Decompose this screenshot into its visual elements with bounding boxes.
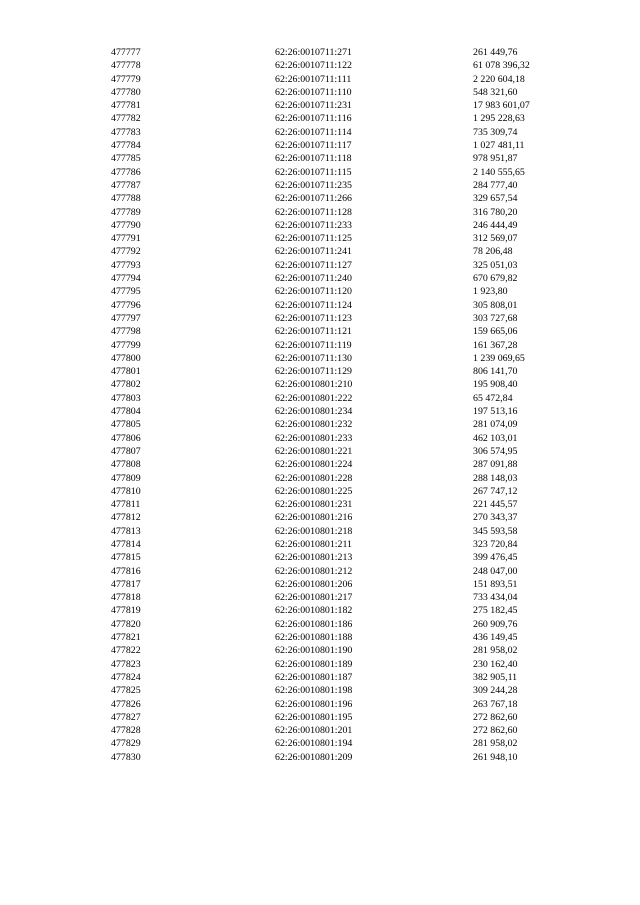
cadastral-number-cell: 62:26:0010711:117: [275, 140, 352, 152]
cadastral-value-cell: 275 182,45: [473, 605, 518, 617]
cadastral-number-cell: 62:26:0010801:209: [275, 751, 353, 763]
table-row: [111, 378, 563, 391]
cadastral-number-cell: 62:26:0010801:194: [275, 738, 353, 750]
row-number-cell: 477817: [111, 578, 141, 590]
table-row: [111, 538, 563, 551]
row-number-cell: 477778: [111, 60, 141, 72]
row-number-cell: 477818: [111, 592, 141, 604]
cadastral-value-cell: 329 657,54: [473, 193, 518, 205]
cadastral-value-cell: 1 239 069,65: [473, 352, 525, 364]
cadastral-value-cell: 548 321,60: [473, 86, 518, 98]
table-row: [111, 644, 563, 657]
table-row: [111, 99, 563, 112]
cadastral-number-cell: 62:26:0010801:221: [275, 445, 353, 457]
cadastral-value-cell: 270 343,37: [473, 512, 518, 524]
cadastral-number-cell: 62:26:0010801:224: [275, 459, 353, 471]
row-number-cell: 477784: [111, 140, 141, 152]
row-number-cell: 477813: [111, 525, 141, 537]
table-row: [111, 498, 563, 511]
cadastral-value-cell: 733 434,04: [473, 592, 518, 604]
table-row: [111, 472, 563, 485]
cadastral-value-cell: 230 162,40: [473, 658, 518, 670]
table-row: [111, 232, 563, 245]
cadastral-value-cell: 272 862,60: [473, 711, 518, 723]
row-number-cell: 477802: [111, 379, 141, 391]
table-row: [111, 418, 563, 431]
cadastral-number-cell: 62:26:0010711:121: [275, 326, 352, 338]
table-row: [111, 392, 563, 405]
cadastral-value-cell: 151 893,51: [473, 578, 518, 590]
cadastral-number-cell: 62:26:0010801:211: [275, 538, 352, 550]
cadastral-number-cell: 62:26:0010801:213: [275, 552, 353, 564]
table-row: [111, 152, 563, 165]
cadastral-number-cell: 62:26:0010801:232: [275, 419, 353, 431]
cadastral-value-cell: 78 206,48: [473, 246, 513, 258]
table-row: [111, 272, 563, 285]
table-row: [111, 724, 563, 737]
table-row: [111, 285, 563, 298]
cadastral-number-cell: 62:26:0010801:187: [275, 671, 353, 683]
table-row: [111, 299, 563, 312]
cadastral-number-cell: 62:26:0010801:212: [275, 565, 353, 577]
cadastral-number-cell: 62:26:0010801:222: [275, 392, 353, 404]
table-row: [111, 458, 563, 471]
row-number-cell: 477803: [111, 392, 141, 404]
table-row: [111, 751, 563, 764]
cadastral-value-cell: 2 140 555,65: [473, 166, 525, 178]
cadastral-number-cell: 62:26:0010711:127: [275, 259, 352, 271]
row-number-cell: 477822: [111, 645, 141, 657]
cadastral-value-cell: 161 367,28: [473, 339, 518, 351]
table-row: [111, 86, 563, 99]
cadastral-number-cell: 62:26:0010711:116: [275, 113, 352, 125]
cadastral-value-cell: 1 295 228,63: [473, 113, 525, 125]
cadastral-number-cell: 62:26:0010801:216: [275, 512, 353, 524]
table-row: [111, 139, 563, 152]
cadastral-number-cell: 62:26:0010711:241: [275, 246, 352, 258]
table-row: [111, 46, 563, 59]
row-number-cell: 477785: [111, 153, 141, 165]
table-row: [111, 565, 563, 578]
row-number-cell: 477779: [111, 73, 141, 85]
table-row: [111, 684, 563, 697]
row-number-cell: 477824: [111, 671, 141, 683]
row-number-cell: 477787: [111, 179, 141, 191]
cadastral-number-cell: 62:26:0010801:210: [275, 379, 353, 391]
table-row: [111, 352, 563, 365]
cadastral-value-cell: 382 905,11: [473, 671, 518, 683]
table-row: [111, 658, 563, 671]
cadastral-value-cell: 2 220 604,18: [473, 73, 525, 85]
table-row: [111, 59, 563, 72]
cadastral-value-cell: 323 720,84: [473, 538, 518, 550]
cadastral-value-cell: 284 777,40: [473, 179, 518, 191]
table-row: [111, 192, 563, 205]
table-row: [111, 445, 563, 458]
cadastral-number-cell: 62:26:0010711:115: [275, 166, 352, 178]
table-row: [111, 365, 563, 378]
cadastral-value-cell: 806 141,70: [473, 366, 518, 378]
row-number-cell: 477783: [111, 126, 141, 138]
cadastral-number-cell: 62:26:0010801:195: [275, 711, 353, 723]
table-row: [111, 618, 563, 631]
cadastral-number-cell: 62:26:0010801:189: [275, 658, 353, 670]
table-row: [111, 485, 563, 498]
table-row: [111, 179, 563, 192]
table-row: [111, 339, 563, 352]
row-number-cell: 477828: [111, 725, 141, 737]
row-number-cell: 477821: [111, 632, 141, 644]
cadastral-value-cell: 61 078 396,32: [473, 60, 530, 72]
table-row: [111, 405, 563, 418]
row-number-cell: 477800: [111, 352, 141, 364]
cadastral-value-cell: 306 574,95: [473, 445, 518, 457]
cadastral-value-cell: 1 027 481,11: [473, 140, 525, 152]
cadastral-value-cell: 345 593,58: [473, 525, 518, 537]
table-row: [111, 604, 563, 617]
cadastral-value-cell: 281 958,02: [473, 645, 518, 657]
row-number-cell: 477789: [111, 206, 141, 218]
cadastral-number-cell: 62:26:0010711:110: [275, 86, 352, 98]
row-number-cell: 477814: [111, 538, 141, 550]
row-number-cell: 477801: [111, 366, 141, 378]
table-row: [111, 578, 563, 591]
table-row: [111, 432, 563, 445]
row-number-cell: 477809: [111, 472, 141, 484]
row-number-cell: 477777: [111, 47, 141, 58]
row-number-cell: 477786: [111, 166, 141, 178]
table-row: [111, 312, 563, 325]
cadastral-number-cell: 62:26:0010801:225: [275, 485, 353, 497]
cadastral-value-table: [111, 46, 563, 764]
cadastral-number-cell: 62:26:0010711:114: [275, 126, 352, 138]
table-row: [111, 245, 563, 258]
cadastral-value-cell: 281 958,02: [473, 738, 518, 750]
cadastral-value-cell: 248 047,00: [473, 565, 518, 577]
cadastral-number-cell: 62:26:0010711:125: [275, 233, 352, 245]
cadastral-number-cell: 62:26:0010801:228: [275, 472, 353, 484]
table-row: [111, 206, 563, 219]
cadastral-number-cell: 62:26:0010801:182: [275, 605, 353, 617]
cadastral-number-cell: 62:26:0010711:122: [275, 60, 352, 72]
table-row: [111, 551, 563, 564]
cadastral-number-cell: 62:26:0010711:235: [275, 179, 352, 191]
cadastral-value-cell: 287 091,88: [473, 459, 518, 471]
row-number-cell: 477794: [111, 273, 141, 285]
table-row: [111, 166, 563, 179]
row-number-cell: 477806: [111, 432, 141, 444]
row-number-cell: 477807: [111, 445, 141, 457]
row-number-cell: 477816: [111, 565, 141, 577]
cadastral-value-cell: 436 149,45: [473, 632, 518, 644]
row-number-cell: 477827: [111, 711, 141, 723]
cadastral-number-cell: 62:26:0010711:120: [275, 286, 352, 298]
cadastral-value-cell: 197 513,16: [473, 406, 518, 418]
cadastral-value-cell: 159 665,06: [473, 326, 518, 338]
row-number-cell: 477790: [111, 219, 141, 231]
row-number-cell: 477820: [111, 618, 141, 630]
table-row: [111, 525, 563, 538]
row-number-cell: 477815: [111, 552, 141, 564]
table-row: [111, 698, 563, 711]
cadastral-number-cell: 62:26:0010801:201: [275, 725, 353, 737]
cadastral-value-cell: 260 909,76: [473, 618, 518, 630]
cadastral-number-cell: 62:26:0010801:217: [275, 592, 353, 604]
table-row: [111, 631, 563, 644]
row-number-cell: 477781: [111, 100, 141, 112]
cadastral-number-cell: 62:26:0010711:130: [275, 352, 352, 364]
cadastral-value-cell: 17 983 601,07: [473, 100, 530, 112]
row-number-cell: 477811: [111, 499, 141, 511]
cadastral-value-cell: 261 948,10: [473, 751, 518, 763]
cadastral-value-cell: 316 780,20: [473, 206, 518, 218]
cadastral-value-cell: 399 476,45: [473, 552, 518, 564]
row-number-cell: 477797: [111, 312, 141, 324]
cadastral-value-cell: 312 569,07: [473, 233, 518, 245]
table-row: [111, 112, 563, 125]
row-number-cell: 477796: [111, 299, 141, 311]
row-number-cell: 477804: [111, 406, 141, 418]
row-number-cell: 477812: [111, 512, 141, 524]
row-number-cell: 477825: [111, 685, 141, 697]
row-number-cell: 477791: [111, 233, 141, 245]
table-row: [111, 73, 563, 86]
cadastral-number-cell: 62:26:0010711:233: [275, 219, 352, 231]
cadastral-value-cell: 261 449,76: [473, 47, 518, 58]
cadastral-value-cell: 65 472,84: [473, 392, 513, 404]
cadastral-number-cell: 62:26:0010711:266: [275, 193, 352, 205]
table-row: [111, 671, 563, 684]
table-row: [111, 591, 563, 604]
cadastral-value-cell: 978 951,87: [473, 153, 518, 165]
row-number-cell: 477805: [111, 419, 141, 431]
table-body: [111, 46, 563, 764]
row-number-cell: 477830: [111, 751, 141, 763]
cadastral-number-cell: 62:26:0010711:119: [275, 339, 352, 351]
cadastral-number-cell: 62:26:0010801:186: [275, 618, 353, 630]
cadastral-value-cell: 272 862,60: [473, 725, 518, 737]
cadastral-value-cell: 325 051,03: [473, 259, 518, 271]
row-number-cell: 477826: [111, 698, 141, 710]
row-number-cell: 477795: [111, 286, 141, 298]
cadastral-value-cell: 246 444,49: [473, 219, 518, 231]
cadastral-number-cell: 62:26:0010711:123: [275, 312, 352, 324]
cadastral-value-cell: 303 727,68: [473, 312, 518, 324]
cadastral-number-cell: 62:26:0010711:271: [275, 47, 352, 58]
cadastral-value-cell: 735 309,74: [473, 126, 518, 138]
cadastral-number-cell: 62:26:0010711:129: [275, 366, 352, 378]
cadastral-value-cell: 305 808,01: [473, 299, 518, 311]
row-number-cell: 477810: [111, 485, 141, 497]
table-row: [111, 711, 563, 724]
cadastral-number-cell: 62:26:0010801:218: [275, 525, 353, 537]
cadastral-value-cell: 670 679,82: [473, 273, 518, 285]
cadastral-number-cell: 62:26:0010711:231: [275, 100, 352, 112]
cadastral-value-cell: 267 747,12: [473, 485, 518, 497]
cadastral-number-cell: 62:26:0010801:206: [275, 578, 353, 590]
row-number-cell: 477798: [111, 326, 141, 338]
row-number-cell: 477780: [111, 86, 141, 98]
cadastral-value-cell: 281 074,09: [473, 419, 518, 431]
cadastral-number-cell: 62:26:0010801:198: [275, 685, 353, 697]
cadastral-value-cell: 1 923,80: [473, 286, 508, 298]
row-number-cell: 477823: [111, 658, 141, 670]
row-number-cell: 477829: [111, 738, 141, 750]
row-number-cell: 477782: [111, 113, 141, 125]
row-number-cell: 477808: [111, 459, 141, 471]
row-number-cell: 477819: [111, 605, 141, 617]
cadastral-number-cell: 62:26:0010801:231: [275, 499, 353, 511]
cadastral-number-cell: 62:26:0010711:118: [275, 153, 352, 165]
cadastral-number-cell: 62:26:0010801:190: [275, 645, 353, 657]
table-row: [111, 511, 563, 524]
cadastral-number-cell: 62:26:0010801:188: [275, 632, 353, 644]
table-row: [111, 126, 563, 139]
cadastral-number-cell: 62:26:0010801:196: [275, 698, 353, 710]
cadastral-value-cell: 462 103,01: [473, 432, 518, 444]
cadastral-value-cell: 288 148,03: [473, 472, 518, 484]
cadastral-number-cell: 62:26:0010801:234: [275, 406, 353, 418]
cadastral-value-cell: 309 244,28: [473, 685, 518, 697]
row-number-cell: 477793: [111, 259, 141, 271]
cadastral-number-cell: 62:26:0010711:111: [275, 73, 352, 85]
table-row: [111, 259, 563, 272]
cadastral-value-cell: 263 767,18: [473, 698, 518, 710]
row-number-cell: 477799: [111, 339, 141, 351]
table-row: [111, 737, 563, 750]
cadastral-number-cell: 62:26:0010711:128: [275, 206, 352, 218]
cadastral-number-cell: 62:26:0010711:240: [275, 273, 352, 285]
cadastral-number-cell: 62:26:0010711:124: [275, 299, 352, 311]
cadastral-value-cell: 221 445,57: [473, 499, 518, 511]
row-number-cell: 477788: [111, 193, 141, 205]
table-row: [111, 325, 563, 338]
table-row: [111, 219, 563, 232]
row-number-cell: 477792: [111, 246, 141, 258]
cadastral-value-cell: 195 908,40: [473, 379, 518, 391]
cadastral-number-cell: 62:26:0010801:233: [275, 432, 353, 444]
